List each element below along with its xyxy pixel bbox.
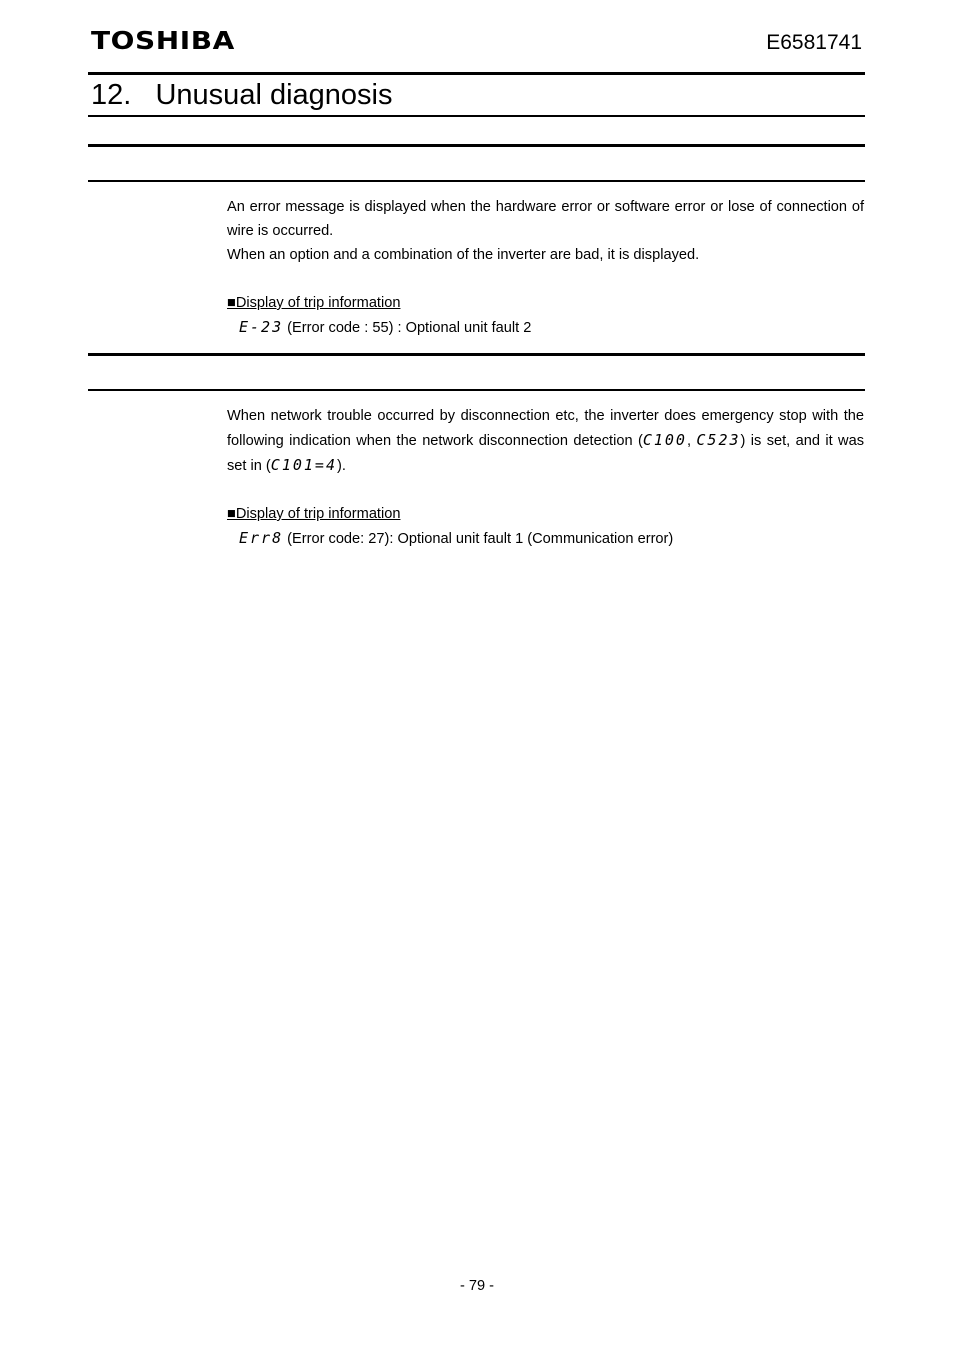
section2-body bbox=[227, 404, 864, 551]
section2-text-a: When network trouble occurred by disconnection etc, the inverter does emergency stop with the following indication when the network disconnection detection ( bbox=[227, 408, 864, 449]
section1-top-rule bbox=[88, 144, 865, 147]
trip-code-display: E-23 bbox=[239, 318, 284, 336]
document-number: E6581741 bbox=[766, 31, 862, 54]
section1-paragraph-2: When an option and a combination of the inverter are bad, it is displayed. bbox=[227, 247, 700, 263]
title-top-rule bbox=[88, 72, 865, 75]
section2-trip-line bbox=[227, 526, 864, 551]
trip-code-display: Err8 bbox=[239, 529, 284, 547]
toshiba-logo: TOSHIBA bbox=[91, 26, 235, 55]
section1-body bbox=[227, 195, 864, 340]
section1-header-rule bbox=[88, 180, 865, 182]
trip-code-description: (Error code : 55) : Optional unit fault 2 bbox=[283, 320, 532, 336]
section2-paragraph bbox=[227, 404, 864, 478]
section2-text-c: ). bbox=[336, 458, 346, 474]
param-separator: , bbox=[686, 433, 697, 449]
section2-trip-heading: ■Display of trip information bbox=[227, 506, 401, 522]
param-c101-display: C101=4 bbox=[270, 456, 337, 474]
title-bottom-rule bbox=[88, 115, 865, 117]
page-number: - 79 - bbox=[459, 1278, 495, 1294]
section1-paragraph-1: An error message is displayed when the hardware error or software error or lose of connection of wire is occurred. bbox=[227, 199, 864, 239]
chapter-title: 12. Unusual diagnosis bbox=[91, 79, 393, 111]
trip-code-description: (Error code: 27): Optional unit fault 1 (Communication error) bbox=[283, 531, 674, 547]
param-c100-display: C100 bbox=[642, 431, 687, 449]
section2-text-b: ) is set, and it was set in ( bbox=[227, 433, 865, 474]
section2-top-rule bbox=[88, 353, 865, 356]
param-c523-display: C523 bbox=[696, 431, 741, 449]
section2-header-rule bbox=[88, 389, 865, 391]
section1-trip-heading: ■Display of trip information bbox=[227, 295, 401, 311]
section1-trip-line bbox=[227, 315, 864, 340]
